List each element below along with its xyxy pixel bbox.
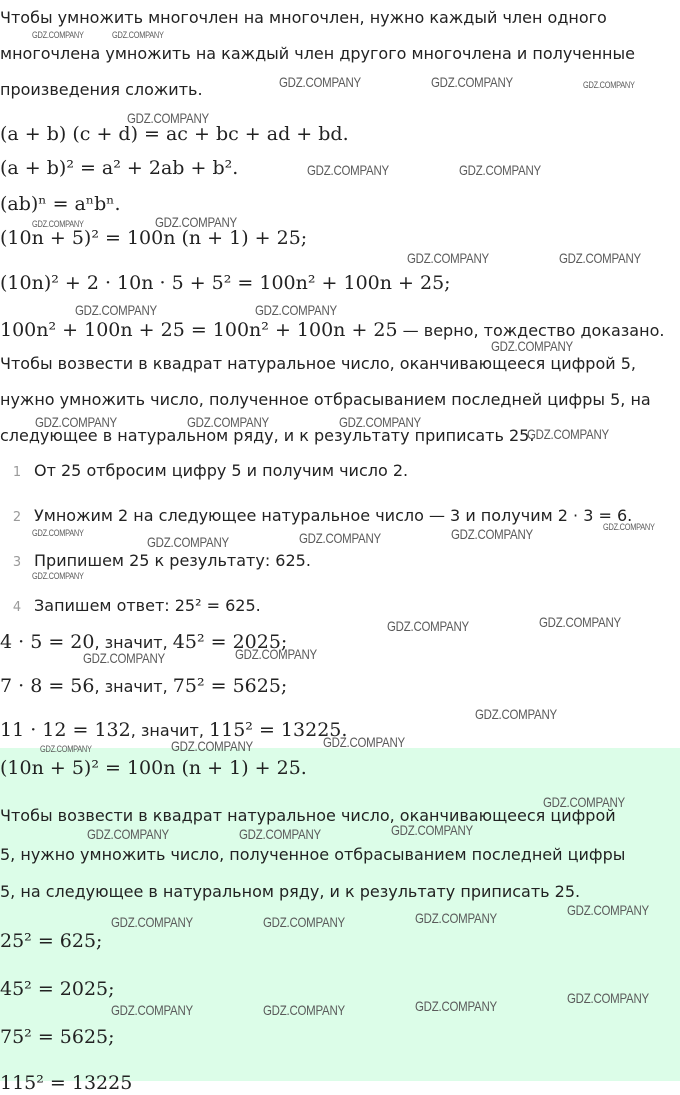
formula-6-text: — верно, тождество доказано.: [397, 321, 665, 340]
watermark: GDZ.COMPANY: [491, 338, 573, 354]
watermark: GDZ.COMPANY: [459, 162, 541, 178]
watermark: GDZ.COMPANY: [391, 822, 473, 838]
example-result: 45² = 2025;: [172, 631, 288, 653]
example-word: , значит,: [94, 633, 173, 652]
watermark: GDZ.COMPANY: [567, 902, 649, 918]
watermark: GDZ.COMPANY: [171, 738, 253, 754]
step-number: 1: [12, 465, 22, 480]
step-2: [0, 506, 632, 528]
answer-square-3: 75² = 5625;: [0, 1026, 115, 1048]
example-math: 7 · 8 = 56: [0, 675, 95, 697]
watermark: GDZ.COMPANY: [112, 30, 164, 40]
formula-4: (10n + 5)² = 100n (n + 1) + 25;: [0, 227, 308, 249]
watermark: GDZ.COMPANY: [415, 998, 497, 1014]
example-word: , значит,: [94, 677, 173, 696]
watermark: GDZ.COMPANY: [415, 910, 497, 926]
answer-square-4: 115² = 13225: [0, 1072, 133, 1094]
watermark: GDZ.COMPANY: [239, 826, 321, 842]
step-text: Умножим 2 на следующее натуральное число — 3 и получим 2 · 3 = 6.: [34, 506, 633, 525]
answer-square-2: 45² = 2025;: [0, 978, 115, 1000]
watermark: GDZ.COMPANY: [32, 528, 84, 538]
watermark: GDZ.COMPANY: [263, 1002, 345, 1018]
watermark: GDZ.COMPANY: [559, 250, 641, 266]
step-number: 3: [12, 555, 22, 570]
example-2: [0, 674, 287, 698]
watermark: GDZ.COMPANY: [111, 914, 193, 930]
watermark: GDZ.COMPANY: [263, 914, 345, 930]
formula-1: (a + b) (c + d) = ac + bc + ad + bd.: [0, 123, 349, 145]
watermark: GDZ.COMPANY: [35, 414, 117, 430]
answer-rule-line-2: 5, нужно умножить число, полученное отбрасыванием последней цифры: [0, 845, 626, 864]
watermark: GDZ.COMPANY: [407, 250, 489, 266]
watermark: GDZ.COMPANY: [32, 219, 84, 229]
watermark: GDZ.COMPANY: [475, 706, 557, 722]
watermark: GDZ.COMPANY: [567, 990, 649, 1006]
watermark: GDZ.COMPANY: [40, 744, 92, 754]
rule1-line-3: произведения сложить.: [0, 80, 203, 99]
watermark: GDZ.COMPANY: [87, 826, 169, 842]
step-text: Припишем 25 к результату: 625.: [34, 551, 311, 570]
watermark: GDZ.COMPANY: [127, 110, 209, 126]
watermark: GDZ.COMPANY: [32, 30, 84, 40]
rule2-line-1: Чтобы возвести в квадрат натуральное число, оканчивающееся цифрой 5,: [0, 354, 636, 373]
watermark: GDZ.COMPANY: [583, 80, 635, 90]
watermark: GDZ.COMPANY: [75, 302, 157, 318]
step-number: 2: [12, 510, 22, 525]
watermark: GDZ.COMPANY: [83, 650, 165, 666]
rule1-line-1: Чтобы умножить многочлен на многочлен, нужно каждый член одного: [0, 8, 607, 27]
watermark: GDZ.COMPANY: [32, 571, 84, 581]
step-1: [0, 461, 408, 483]
step-text: Запишем ответ: 25² = 625.: [34, 596, 261, 615]
answer-rule-line-1: Чтобы возвести в квадрат натуральное число, оканчивающееся цифрой: [0, 806, 616, 825]
step-number: 4: [12, 600, 22, 615]
rule1-line-2: многочлена умножить на каждый член другого многочлена и полученные: [0, 44, 635, 63]
step-4: [0, 596, 261, 618]
answer-formula: (10n + 5)² = 100n (n + 1) + 25.: [0, 757, 307, 779]
formula-6-math: 100n² + 100n + 25 = 100n² + 100n + 25: [0, 319, 398, 341]
formula-3: (ab)ⁿ = aⁿbⁿ.: [0, 193, 121, 215]
example-math: 11 · 12 = 132: [0, 719, 131, 741]
watermark: GDZ.COMPANY: [235, 646, 317, 662]
formula-5: (10n)² + 2 · 10n · 5 + 5² = 100n² + 100n + 25;: [0, 272, 451, 294]
watermark: GDZ.COMPANY: [279, 74, 361, 90]
watermark: GDZ.COMPANY: [323, 734, 405, 750]
watermark: GDZ.COMPANY: [603, 522, 655, 532]
watermark: GDZ.COMPANY: [527, 426, 609, 442]
watermark: GDZ.COMPANY: [147, 534, 229, 550]
example-word: , значит,: [130, 721, 210, 740]
watermark: GDZ.COMPANY: [299, 530, 381, 546]
answer-rule-line-3: 5, на следующее в натуральном ряду, и к результату приписать 25.: [0, 882, 581, 901]
example-math: 4 · 5 = 20: [0, 631, 95, 653]
watermark: GDZ.COMPANY: [255, 302, 337, 318]
rule2-line-3: следующее в натуральном ряду, и к результату приписать 25.: [0, 426, 535, 445]
step-3: [0, 551, 311, 573]
watermark: GDZ.COMPANY: [387, 618, 469, 634]
formula-2: (a + b)² = a² + 2ab + b².: [0, 157, 239, 179]
watermark: GDZ.COMPANY: [431, 74, 513, 90]
watermark: GDZ.COMPANY: [543, 794, 625, 810]
watermark: GDZ.COMPANY: [187, 414, 269, 430]
watermark: GDZ.COMPANY: [307, 162, 389, 178]
rule2-line-2: нужно умножить число, полученное отбрасыванием последней цифры 5, на: [0, 390, 651, 409]
watermark: GDZ.COMPANY: [111, 1002, 193, 1018]
step-text: От 25 отбросим цифру 5 и получим число 2.: [34, 461, 409, 480]
watermark: GDZ.COMPANY: [155, 214, 237, 230]
watermark: GDZ.COMPANY: [539, 614, 621, 630]
watermark: GDZ.COMPANY: [451, 526, 533, 542]
watermark: GDZ.COMPANY: [339, 414, 421, 430]
example-result: 115² = 13225.: [209, 719, 348, 741]
example-result: 75² = 5625;: [172, 675, 288, 697]
answer-square-1: 25² = 625;: [0, 930, 103, 952]
